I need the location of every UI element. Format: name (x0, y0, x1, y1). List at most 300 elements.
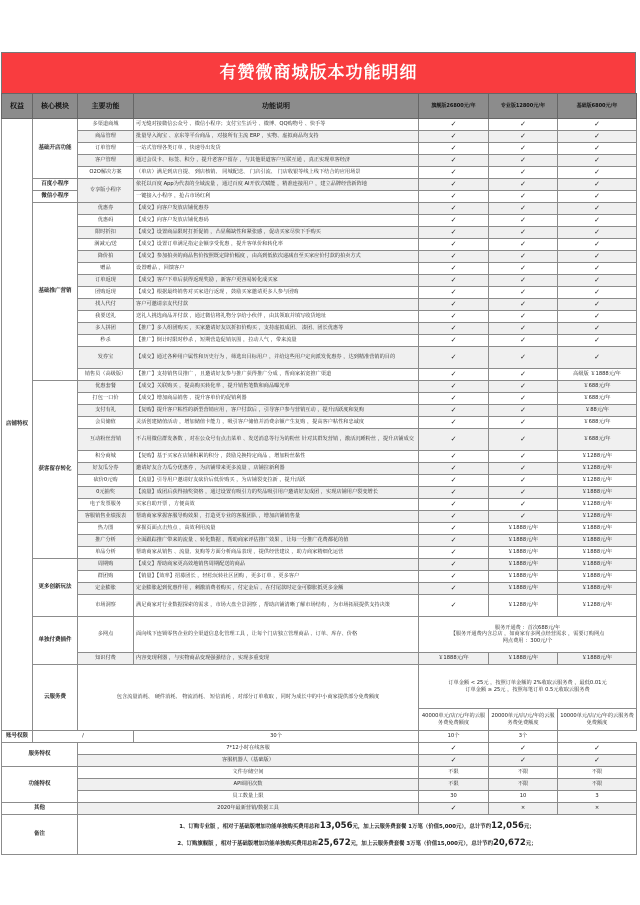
page-title: 有赞微商城版本功能明细 (1, 52, 636, 93)
table-row (2, 463, 637, 475)
feature-desc: 可无缝对接微信公众号 、微信小程序；支付宝生活号 、微博、QQ购物号 、快手等 (134, 119, 419, 131)
feature-desc: 通过会员卡、 标签、积分 ，提升老客户留存 ，与其他渠道客户互联互通 ，真正实现单客经济 (134, 155, 419, 167)
pro-value: ￥1888元/年 (489, 547, 558, 559)
feature-desc: 定金膨胀起到优惠作用 ，刺激消费者购买 ，付定金后 ，在付尾款时定金可膨胀抵更多金额 (134, 583, 419, 595)
module-plugins: 单独付费插件 (33, 617, 78, 665)
basic-value: ✓ (558, 227, 637, 239)
flagship-value: ￥1888元/年 (419, 653, 489, 665)
feature-name: 赠品 (78, 263, 134, 275)
module-baidu: 百度小程序 (33, 179, 78, 191)
pro-value: 20000单元/店/元/年的云服务费免费额度 (489, 709, 558, 731)
purchase-total: 25,672 (317, 837, 351, 848)
flagship-value: ✓ (419, 743, 489, 755)
feature-desc: 满足商家对行业数据探索的需求 ，市场大盘全景洞察 ，帮助店铺清晰了解市场结构 ，为市场拓展提供支持决策 (134, 595, 419, 617)
feature-name: 找人代付 (78, 299, 134, 311)
cloud-fee-rules (419, 665, 637, 709)
table-row (2, 547, 637, 559)
pro-value: 不限 (489, 779, 558, 791)
flagship-value: ✓ (419, 251, 489, 263)
flagship-value: ✓ (419, 583, 489, 595)
basic-value: ￥688元/年 (558, 429, 637, 451)
flagship-value: ✓ (419, 405, 489, 417)
pro-value: ✓ (489, 743, 558, 755)
pricing-line: 网点费用 ：300元/个 (502, 637, 553, 644)
header-row (2, 94, 637, 119)
flagship-value: ✓ (419, 335, 489, 347)
table-row (2, 417, 637, 429)
flagship-value: ✓ (419, 523, 489, 535)
feature-desc: 【成交】帮助商家更高效地销售周期配送的商品 (134, 559, 419, 571)
feature-name: 单品分析 (78, 547, 134, 559)
pro-value: ￥1888元/年 (489, 653, 558, 665)
module-acquisition: 获客留存转化 (33, 381, 78, 559)
feature-name: 专享版小程序 (78, 179, 134, 203)
table-row (2, 227, 637, 239)
pro-value: ✓ (489, 405, 558, 417)
basic-value: ✓ (558, 191, 637, 203)
flagship-value: ✓ (419, 475, 489, 487)
feature-name: 多渠道商城 (78, 119, 134, 131)
feature-desc: 【销量】【效率】招募团长 ，轻松玩转社区团购 ，更多订单 ，更多客户 (134, 571, 419, 583)
basic-value: ￥88元/年 (558, 405, 637, 417)
flagship-value: ✓ (419, 487, 489, 499)
feature-desc: 帮助商家掌握客服导购效果 ，打造更专业的客服团队 ，增加店铺销售量 (134, 511, 419, 523)
pro-value: ✓ (489, 347, 558, 369)
basic-value: ￥1288元/年 (558, 595, 637, 617)
feature-name: 订单返现 (78, 275, 134, 287)
pro-value: ✓ (489, 287, 558, 299)
flagship-value: ✓ (419, 547, 489, 559)
basic-value: ✓ (558, 215, 637, 227)
saving-total: 20,672 (492, 837, 526, 848)
feature-name: 限时折扣 (78, 227, 134, 239)
pro-value: ✓ (489, 179, 558, 191)
table-row (2, 815, 637, 855)
basic-value: ￥1288元/年 (558, 475, 637, 487)
flagship-value: 30个 (134, 731, 419, 743)
service-item: 7*12小时在线客服 (78, 743, 419, 755)
feature-desc: 【成交】参加拍卖的商品售价按照既定降价幅度 ，由高到低依次递减直至买家应价付款的拍卖方式 (134, 251, 419, 263)
table-row (2, 535, 637, 547)
basic-value: ✓ (558, 131, 637, 143)
pro-value: ✓ (489, 417, 558, 429)
feature-desc: 买家自助开票 ，方便高效 (134, 499, 419, 511)
feature-name: 好友瓜分券 (78, 463, 134, 475)
feature-table (1, 93, 637, 855)
permission-service: 服务特权 (2, 743, 78, 767)
flagship-value: ✓ (419, 323, 489, 335)
feature-desc: 【成交】关联购买 ，提高购买转化率 ，提升销售笔数和商品曝光率 (134, 381, 419, 393)
permission-remarks: 备注 (2, 815, 78, 855)
permission-other: 其他 (2, 803, 78, 815)
basic-value: ￥688元/年 (558, 393, 637, 405)
table-row (2, 499, 637, 511)
feature-desc: 【成交】设置商品限时打折促销 ，凸显稀缺性和紧张感 ，促动买家尽快下手购买 (134, 227, 419, 239)
feature-desc: 【复购】提升客户粘性的新型营销应用 ，客户付款后 ，引导客户参与营销互动 ，提升活跃度和复购 (134, 405, 419, 417)
remark-text: 1、订购专业版 ，相对于基础版增加功能单独购买费用总和 (179, 824, 320, 831)
basic-value: ✓ (558, 203, 637, 215)
pro-value: ✓ (489, 499, 558, 511)
table-row (2, 755, 637, 767)
table-row (2, 239, 637, 251)
feature-name: 商品管理 (78, 131, 134, 143)
feature-name: O2O解决方案 (78, 167, 134, 179)
table-row (2, 155, 637, 167)
feature-desc: 批量导入淘宝 、京东等平台商品 ，对接所有主流 ERP ，实物、虚拟商品均支持 (134, 131, 419, 143)
basic-value: ￥1288元/年 (558, 451, 637, 463)
account-desc: / (33, 731, 134, 743)
feature-name: 我要送礼 (78, 311, 134, 323)
feature-name: 优惠套餐 (78, 381, 134, 393)
table-row (2, 617, 637, 653)
pro-value: ✓ (489, 429, 558, 451)
feature-name: 多人拼团 (78, 323, 134, 335)
basic-value: × (558, 803, 637, 815)
flagship-value: ✓ (419, 227, 489, 239)
table-row (2, 393, 637, 405)
pro-value: ✓ (489, 487, 558, 499)
feature-name: 群团购 (78, 571, 134, 583)
table-row (2, 767, 637, 779)
header-feature: 主要功能 (78, 94, 134, 119)
table-row (2, 381, 637, 393)
basic-value: ✓ (558, 755, 637, 767)
table-row (2, 583, 637, 595)
pro-value: ✓ (489, 381, 558, 393)
pro-value: ✓ (489, 263, 558, 275)
table-row (2, 215, 637, 227)
feature-name: 会员储值 (78, 417, 134, 429)
table-row (2, 665, 637, 709)
feature-desc: 掌握页面点击热点 ，高效利用流量 (134, 523, 419, 535)
remark-line-1 (80, 818, 634, 834)
flagship-value: ✓ (419, 535, 489, 547)
table-row (2, 299, 637, 311)
flagship-value: ✓ (419, 463, 489, 475)
feature-name: 推广分析 (78, 535, 134, 547)
flagship-value: ✓ (419, 155, 489, 167)
table-row (2, 791, 637, 803)
fee-rule-line: 订单金额 < 25元 ，按照订单金额的 2%收取云服务费 ，最低0.01元 (448, 680, 607, 686)
feature-name: 定金膨胀 (78, 583, 134, 595)
header-module: 核心模块 (33, 94, 78, 119)
feature-name: 砍价0元购 (78, 475, 134, 487)
cloud-fee-desc: 包含流量消耗、 硬件消耗、 物流消耗、 短信消耗 ，对部分订单收取 ，同时为成长中的中小商家提供部分免费额度 (78, 665, 419, 731)
pro-value: ✓ (489, 311, 558, 323)
table-row (2, 803, 637, 815)
pro-value: 不限 (489, 767, 558, 779)
pro-value: ✓ (489, 203, 558, 215)
table-row (2, 743, 637, 755)
flagship-value: ✓ (419, 239, 489, 251)
remark-text: 元，加上云服务费套餐 3万笔（价值15,000元），总计节约 (350, 840, 493, 847)
basic-value: ￥1288元/年 (558, 511, 637, 523)
pro-value: ✓ (489, 239, 558, 251)
flagship-value: ✓ (419, 451, 489, 463)
table-row (2, 559, 637, 571)
basic-value: ✓ (558, 143, 637, 155)
table-row (2, 263, 637, 275)
basic-value: ￥1288元/年 (558, 463, 637, 475)
feature-desc: 【成交】根据最终销售对买家进行返现 ，鼓励买家邀请更多人参与团购 (134, 287, 419, 299)
feature-desc: 【成交】向客户发放店铺优惠码 (134, 215, 419, 227)
pricing-line: 【服务开通费内含总店 ，如商家有多网点经营需求 ，需要订购网点 (450, 631, 605, 638)
basic-value: 不限 (558, 779, 637, 791)
basic-value: ￥1888元/年 (558, 653, 637, 665)
pro-value: ￥1888元/年 (489, 535, 558, 547)
table-row (2, 335, 637, 347)
feature-desc: 【成交】设置订单满足指定金额享受优惠 ，提升客单价和转化率 (134, 239, 419, 251)
feature-name: 销售员（高级版） (78, 369, 134, 381)
basic-value: ✓ (558, 311, 637, 323)
module-wechat: 微信小程序 (33, 191, 78, 203)
permission-shop: 店铺特权 (2, 119, 33, 731)
flagship-value: ✓ (419, 393, 489, 405)
feature-name: 团购返现 (78, 287, 134, 299)
pro-value: ✓ (489, 335, 558, 347)
flagship-value: ✓ (419, 755, 489, 767)
feature-desc: 【成交】通过各种用户属性和历史行为 ，筛选出目标用户 ，并给这些用户定向派发优惠券 ，达到精准营销的目的 (134, 347, 419, 369)
feature-comparison-sheet (1, 52, 636, 855)
basic-value: ￥1288元/年 (558, 499, 637, 511)
feature-name: 市场洞察 (78, 595, 134, 617)
table-row (2, 347, 637, 369)
remark-text: 元，加上云服务费套餐 1万笔（价值5,000元），总计节约 (352, 824, 492, 831)
table-row (2, 251, 637, 263)
pro-value: × (489, 803, 558, 815)
module-cloud-fee: 云服务费 (33, 665, 78, 731)
pro-value: ✓ (489, 275, 558, 287)
pricing-line: 服务开通费 ：首次688元/年 (494, 624, 561, 631)
pro-value: ✓ (489, 299, 558, 311)
pro-value: 10 (489, 791, 558, 803)
table-row (2, 595, 637, 617)
remarks-text (78, 815, 637, 855)
basic-value: 不限 (558, 767, 637, 779)
table-row (2, 487, 637, 499)
feature-name: 知识付费 (78, 653, 134, 665)
flagship-value: 不限 (419, 767, 489, 779)
feature-desc: 【成交】向客户发放店铺优惠券 (134, 203, 419, 215)
flagship-value: 30 (419, 791, 489, 803)
feature-desc: 【推广】多人组团购买 ，买家邀请好友以折扣价购买 ，支持虚拟成团、 凑团、团长优惠等 (134, 323, 419, 335)
feature-desc: 帮助商家从销售 、流量、复购等方面分析商品表现 ，提供经营建议 ，助力商家精细化运营 (134, 547, 419, 559)
basic-value: ￥1888元/年 (558, 487, 637, 499)
feature-desc: 【复购】基于买家在店铺积累的积分 ，鼓励兑换特定商品 ，增加粉丝黏性 (134, 451, 419, 463)
module-innovation: 更多创新玩法 (33, 559, 78, 617)
table-row (2, 571, 637, 583)
basic-value: 3个 (489, 731, 558, 743)
table-row (2, 275, 637, 287)
pro-value: ￥1888元/年 (489, 571, 558, 583)
feature-name: 热力图 (78, 523, 134, 535)
header-perm: 权益 (2, 94, 33, 119)
basic-value: ✓ (558, 179, 637, 191)
basic-value: ✓ (558, 743, 637, 755)
basic-value: ￥1888元/年 (558, 523, 637, 535)
feature-name: 秒杀 (78, 335, 134, 347)
pro-value: ￥1888元/年 (489, 559, 558, 571)
basic-value: ✓ (558, 263, 637, 275)
permission-function: 功能特权 (2, 767, 78, 803)
feature-desc: 【推广】支持销售员推广 ，且邀请好友参与推广获得推广分成 ，帮商家拓宽推广渠道 (134, 369, 419, 381)
basic-value: ✓ (558, 155, 637, 167)
pro-value: ✓ (489, 393, 558, 405)
basic-value: ￥1888元/年 (558, 547, 637, 559)
feature-name: 发券宝 (78, 347, 134, 369)
flagship-value: ✓ (419, 311, 489, 323)
basic-value: ✓ (558, 275, 637, 287)
feature-name: 优惠券 (78, 203, 134, 215)
feature-desc: 【推广】倒计时限时秒杀 ，短期营造促销氛围 ，拉动人气 ，带来流量 (134, 335, 419, 347)
pro-value: ￥1288元/年 (489, 595, 558, 617)
flagship-value: ✓ (419, 299, 489, 311)
basic-value: ✓ (558, 119, 637, 131)
feature-name: 订单管理 (78, 143, 134, 155)
other-item: 2020年最新营销/数据工具 (78, 803, 419, 815)
feature-desc: 依托以百度 App为代表的全域流量 ，通过百度 AI开放式赋能 ，精准连接用户 ，建立品牌经营新阵地 (134, 179, 419, 191)
flagship-value: ✓ (419, 191, 489, 203)
header-desc: 功能说明 (134, 94, 419, 119)
pro-value: ✓ (489, 131, 558, 143)
feature-desc: 全面跟踪推广带来的流量 、转化数据 ，帮助商家评估推广效果 ，让每一分推广花费都花的值 (134, 535, 419, 547)
function-item: 员工数量上限 (78, 791, 419, 803)
feature-desc: 【成交】增加商品销售 、提升客单价的促销利器 (134, 393, 419, 405)
pro-value: ￥1888元/年 (489, 523, 558, 535)
feature-desc: 设置赠品 ，回馈客户 (134, 263, 419, 275)
basic-value: ✓ (558, 335, 637, 347)
flagship-value: ✓ (419, 119, 489, 131)
basic-value: ￥688元/年 (558, 417, 637, 429)
flagship-value: ✓ (419, 179, 489, 191)
flagship-value: ✓ (419, 381, 489, 393)
purchase-total: 13,056 (319, 821, 353, 832)
flagship-value: ✓ (419, 595, 489, 617)
feature-name: 积分商城 (78, 451, 134, 463)
feature-desc: 一站式管理各类订单 ，快速导出发货 (134, 143, 419, 155)
flagship-value: 40000单元/店/元/年的云服务费免费额度 (419, 709, 489, 731)
pro-value: ✓ (489, 323, 558, 335)
table-row (2, 131, 637, 143)
flagship-value: ✓ (419, 803, 489, 815)
pro-value: ✓ (489, 155, 558, 167)
pro-value: ✓ (489, 191, 558, 203)
basic-value: ✓ (558, 323, 637, 335)
basic-value: 10000单元/店/元/年的云服务费免费额度 (558, 709, 637, 731)
basic-value: 高级版 ￥1888元/年 (558, 369, 637, 381)
flagship-value: 不限 (419, 779, 489, 791)
feature-name: 电子发票服务 (78, 499, 134, 511)
pro-value: ✓ (489, 251, 558, 263)
feature-desc: 一键接入小程序 ，抢占市场红利 (134, 191, 419, 203)
pro-value: 10个 (419, 731, 489, 743)
pro-value: ✓ (489, 511, 558, 523)
table-row (2, 523, 637, 535)
feature-name: 优惠码 (78, 215, 134, 227)
remark-line-2 (80, 835, 634, 851)
basic-value: ￥688元/年 (558, 381, 637, 393)
flagship-value: ✓ (419, 429, 489, 451)
header-basic: 基础版6800元/年 (558, 94, 637, 119)
function-item: API调用次数 (78, 779, 419, 791)
basic-value: ✓ (558, 251, 637, 263)
flagship-value: ✓ (419, 215, 489, 227)
table-row (2, 143, 637, 155)
flagship-value: ✓ (419, 511, 489, 523)
table-row (2, 779, 637, 791)
feature-desc: 内容变现利器 ，与实物商品变现强强结合 ，实现多重变现 (134, 653, 419, 665)
basic-value: ✓ (558, 239, 637, 251)
flagship-value: ✓ (419, 263, 489, 275)
table-row (2, 405, 637, 417)
pro-value: ✓ (489, 451, 558, 463)
table-row (2, 369, 637, 381)
flagship-value: ✓ (419, 203, 489, 215)
feature-desc: 送礼人挑选商品并付款 ，通过微信将礼物分享给小伙伴 ，由其领取并填写收货地址 (134, 311, 419, 323)
pro-value: ✓ (489, 755, 558, 767)
feature-desc: 【流量】成团后获得抽奖资格 ，通过设置有吸引力的奖品吸引用户邀请好友成团 ，实现店铺用户裂变增长 (134, 487, 419, 499)
basic-value: ￥1888元/年 (558, 571, 637, 583)
table-row (2, 429, 637, 451)
feature-desc: 面向线下连锁零售企业的全渠道信息化管理工具 ，让每个门店独立管理商品 、订单、库存、价格 (134, 617, 419, 653)
remark-text: 元； (523, 824, 535, 831)
feature-name: 客服销售业绩报表 (78, 511, 134, 523)
service-item: 客服机器人（基础版） (78, 755, 419, 767)
table-row (2, 451, 637, 463)
feature-name: 客户管理 (78, 155, 134, 167)
flagship-value: ✓ (419, 275, 489, 287)
feature-name: 互动粉丝营销 (78, 429, 134, 451)
pro-value: ✓ (489, 119, 558, 131)
feature-desc: 【流量】引导用户邀请好友砍价后低价购买 ，为店铺裂变拉新 ，提升活跃 (134, 475, 419, 487)
pro-value: ✓ (489, 463, 558, 475)
pro-value: ✓ (489, 227, 558, 239)
pro-value: ✓ (489, 369, 558, 381)
table-row (2, 311, 637, 323)
module-basic-marketing: 基础推广营销 (33, 203, 78, 381)
basic-value: ✓ (558, 167, 637, 179)
feature-name: 满减元/送 (78, 239, 134, 251)
basic-value: ￥1888元/年 (558, 559, 637, 571)
table-row (2, 287, 637, 299)
feature-desc: 灵活创建储值活动 ，增加储值卡能力 ，吸引客户储值并消费余额产生复购 ，提高客户粘性和忠诚度 (134, 417, 419, 429)
basic-value: ￥1888元/年 (558, 535, 637, 547)
feature-desc: （单店）满足到店自提、 到店核销、 同城配送、 门店引流、 门店收银等线上线下结合的应用场景 (134, 167, 419, 179)
feature-name: 0元抽奖 (78, 487, 134, 499)
fee-rule-line: 订单金额 ≥ 25元 ，按照每笔订单 0.5元收取云服务费 (465, 686, 590, 693)
feature-desc: 邀请好友合力瓜分优惠券 ，为店铺带来更多流量 ，店铺拉新利器 (134, 463, 419, 475)
flagship-value: ✓ (419, 167, 489, 179)
pro-value: ✓ (489, 475, 558, 487)
multi-outlet-pricing (419, 617, 637, 653)
basic-value: 3 (558, 791, 637, 803)
saving-total: 12,056 (491, 821, 524, 832)
flagship-value: ✓ (419, 131, 489, 143)
table-row (2, 119, 637, 131)
table-row (2, 475, 637, 487)
table-row (2, 323, 637, 335)
flagship-value: ✓ (419, 417, 489, 429)
table-row (2, 203, 637, 215)
header-flagship: 旗舰版26800元/年 (419, 94, 489, 119)
feature-desc: 【成交】客户下单后获得返现奖励 ，新客户更容易转化成买家 (134, 275, 419, 287)
basic-value: ✓ (558, 347, 637, 369)
remark-text: 2、订购旗舰版 ，相对于基础版增加功能单独购买费用总和 (177, 840, 318, 847)
flagship-value: ✓ (419, 287, 489, 299)
pro-value: ✓ (489, 167, 558, 179)
feature-desc: 不占用微信群发条数 ，对在公众号有点击菜单 、发送消息等行为的粉丝 针对其群发营销 ，激活沉睡粉丝 ，提升店铺成交 (134, 429, 419, 451)
table-row (2, 167, 637, 179)
